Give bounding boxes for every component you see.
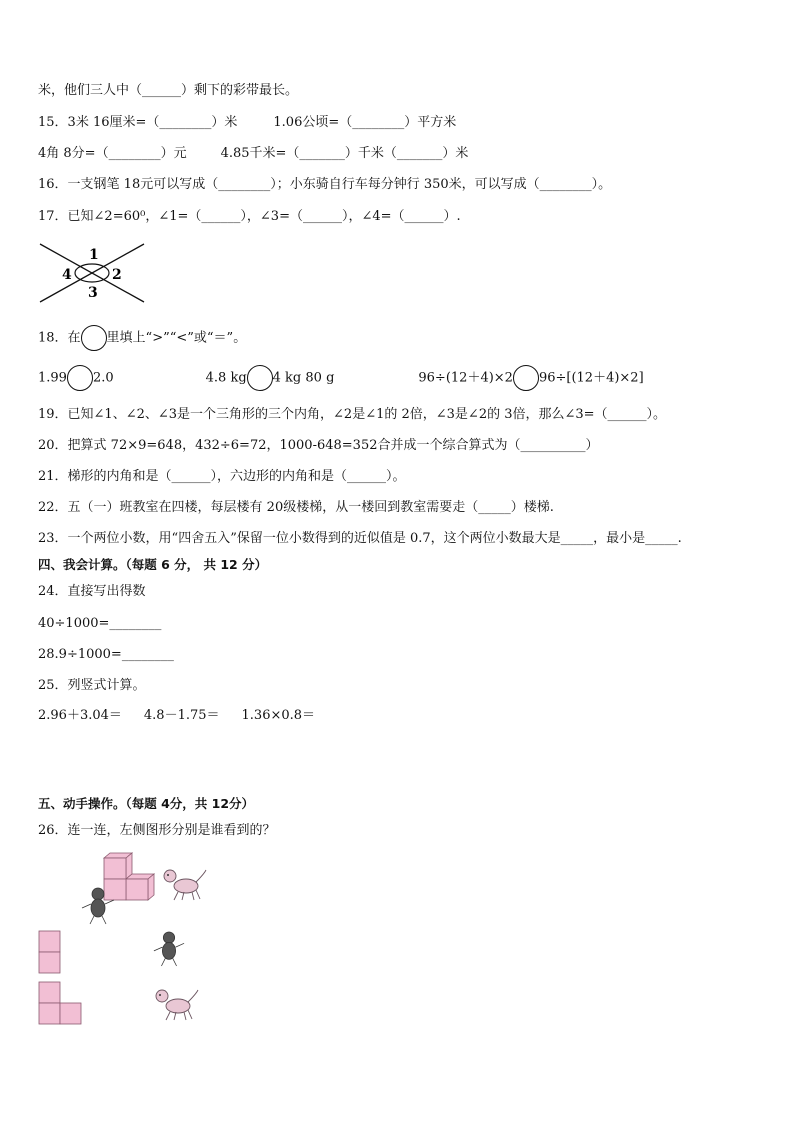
monkey-icon	[80, 886, 116, 926]
q15-part-c: 4角 8分=（________）元	[38, 146, 187, 161]
question-25: 25．列竖式计算。	[38, 678, 146, 693]
dog-icon	[160, 866, 208, 902]
q18-a-right: 2.0	[92, 370, 114, 386]
compare-circle-example	[81, 325, 107, 351]
compare-circle-b[interactable]	[247, 365, 273, 391]
dog-option-icon[interactable]	[152, 986, 200, 1022]
q25-items	[38, 708, 315, 724]
section-5-heading: 五、动手操作。（每题 4分，共 12分）	[38, 796, 255, 811]
question-16: 16．一支钢笔 18元可以写成（________）；小东骑自行车每分钟行 350米，可以写成（________）。	[38, 177, 612, 192]
question-20: 20．把算式 72×9=648，432÷6=72，1000-648=352合并成一个综合算式为（__________）	[38, 438, 599, 453]
q15-part-d: 4.85千米=（_______）千米（_______）米	[220, 146, 469, 161]
question-15	[38, 115, 456, 131]
q25-item-a: 2.96＋3.04＝	[38, 708, 122, 723]
angle-label-4: 4	[62, 267, 72, 283]
q15-part-a: 15．3米 16厘米=（________）米	[38, 115, 238, 130]
view-two-stacked-squares[interactable]	[38, 930, 62, 974]
compare-circle-c[interactable]	[513, 365, 539, 391]
question-15-row2	[38, 146, 468, 162]
q18-intro: 18．在	[38, 330, 81, 346]
q25-item-b: 4.8－1.75＝	[143, 708, 220, 723]
intersecting-lines-figure	[36, 240, 150, 306]
section-4-heading: 四、我会计算。（每题 6 分， 共 12 分）	[38, 557, 268, 572]
q18-instruction: 里填上“>”“<”或“＝”。	[106, 330, 247, 346]
question-21: 21．梯形的内角和是（______），六边形的内角和是（______）。	[38, 469, 406, 484]
question-19: 19．已知∠1、∠2、∠3是一个三角形的三个内角，∠2是∠1的 2倍，∠3是∠2的 3倍，那么∠3=（______）。	[38, 407, 667, 422]
q18-c-right: 96÷[(12＋4)×2]	[538, 370, 644, 386]
q18-b-right: 4 kg 80 g	[272, 370, 335, 386]
q15-part-b: 1.06公顷=（________）平方米	[273, 115, 457, 130]
question-17: 17．已知∠2=60⁰，∠1=（______），∠3=（______），∠4=（______）.	[38, 209, 461, 224]
q18-b-left: 4.8 kg	[205, 370, 247, 386]
monkey-option-icon[interactable]	[152, 930, 186, 968]
view-l-shape-squares[interactable]	[38, 981, 84, 1025]
question-24: 24．直接写出得数	[38, 584, 146, 599]
q25-item-c: 1.36×0.8＝	[241, 708, 316, 723]
angle-label-2: 2	[112, 267, 122, 283]
q18-c-left: 96÷(12＋4)×2	[418, 370, 513, 386]
question-26: 26．连一连，左侧图形分别是谁看到的？	[38, 823, 276, 838]
q18-a-left: 1.99	[38, 370, 67, 386]
q24-item-b: 28.9÷1000=________	[38, 647, 174, 662]
q24-item-a: 40÷1000=________	[38, 616, 162, 631]
question-22: 22．五（一）班教室在四楼，每层楼有 20级楼梯，从一楼回到教室需要走（_____）楼梯.	[38, 500, 554, 515]
angle-label-3: 3	[88, 285, 98, 301]
angle-label-1: 1	[89, 247, 99, 263]
question-18-row	[38, 369, 644, 387]
compare-circle-a[interactable]	[67, 365, 93, 391]
text-line-14: 米，他们三人中（______）剩下的彩带最长。	[38, 83, 299, 98]
question-23: 23．一个两位小数，用“四舍五入”保留一位小数得到的近似值是 0.7，这个两位小数最大是_____，最小是_____.	[38, 531, 682, 546]
question-18	[38, 329, 246, 347]
